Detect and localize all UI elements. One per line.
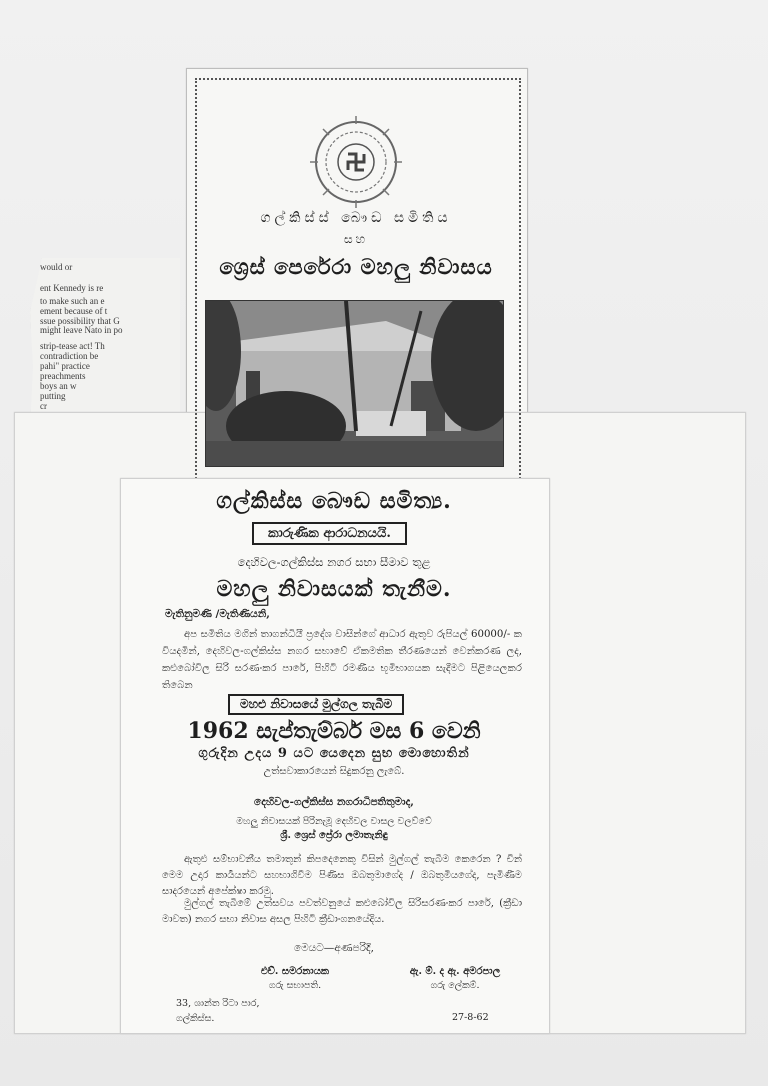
clipping-line: boys an w: [40, 381, 77, 391]
salutation: මැතිනුමණි /මැතිණියනි,: [165, 608, 270, 620]
project-heading: මහලු නිවාසයක් තැනීම.: [216, 576, 452, 602]
clipping-line: would or: [40, 262, 73, 272]
event-note: උත්සවාකාරයෙන් සිදුකරනු ලැබේ.: [263, 766, 405, 777]
address: 33, ශාන්ත රිටා පාර, ගල්කිස්ස.: [176, 998, 260, 1024]
dharma-wheel-emblem-icon: [306, 112, 406, 212]
clipping-line: ssue possibility that G: [40, 316, 120, 326]
clipping-line: cr: [40, 401, 47, 411]
elders-home-title: ශ්‍රෙස් පෙරේරා මහලු නිවාසය: [219, 254, 493, 279]
sign-off: මෙයට—අණපරිදි,: [293, 942, 374, 954]
clipping-line: contradiction be: [40, 351, 99, 361]
clipping-line: to make such an e: [40, 296, 105, 306]
president-name: එච්. සමරනායක: [260, 966, 330, 977]
building-photo: [205, 300, 504, 467]
event-time: ගුරුදින උදය 9 යට යෙදෙන සුභ මොහොතින්: [198, 746, 470, 761]
venue-paragraph: මුල්ගල් තැබීමේ උත්සවය පවත්වනුයේ කළුබෝවිල සිරිසරණංකර පාරේ, (ක්‍රීඩා මාවත) නගර සභා නිවාස අසල පිහිටි ක්‍රීඩාංගනයේදිය.: [162, 898, 522, 925]
clipping-line: strip-tease act! Th: [40, 341, 105, 351]
society-title: ගල්කිස්ස බෞඩ සමිත්‍ය.: [216, 488, 452, 514]
president-title: ගරු සභාපති.: [268, 980, 322, 991]
clipping-line: ement because of t: [40, 306, 108, 316]
clipping-line: might leave Nato in po: [40, 325, 123, 335]
clipping-line: preachments: [40, 371, 86, 381]
society-name-top: ගල්කිස්ස් බෞඩ සමිතිය: [260, 210, 452, 226]
event-date: 1962 සැප්තැම්බර් මස 6 වෙනි: [187, 718, 481, 744]
clipping-line: ent Kennedy is re: [40, 283, 104, 293]
invitation-paragraph: ඇතුළු සම්භාවනීය තමාතුන් කිපදෙනෙකු විසින් මුල්ගල් තැබීම කෙරෙන ? චීන් මෙම උදාර කාර්‍යයන්ට සහභාගිවීම පිණිස ඔබතුමාගේද / ඔබතුමියගේද, පැමිණීම සාදරයෙන් අපේක්ෂා කරමු.: [162, 854, 522, 897]
mayor-line: දෙහිවල-ගල්කිස්ස නගරාධිපතිතුමාද,: [254, 796, 414, 808]
clipping-line: pahi" practice: [40, 361, 90, 371]
location-subtitle: දෙහිවල-ගල්කිස්ස නගර සභා සීමාව තුළ: [237, 555, 431, 569]
clipping-line: putting: [40, 391, 66, 401]
guest-line-2: ශ්‍රී. ශ්‍රෙස් ප්‍රේරා ලමාතැනිඳු: [280, 830, 388, 841]
secretary-title: ගරු ලේකම්.: [430, 980, 480, 991]
invitation-heading: කාරුණික ආරාධනයයි.: [252, 522, 407, 545]
document-date: 27-8-62: [452, 1012, 489, 1023]
intro-paragraph: අප සමිතිය මගින් තාගන්ධියී ප්‍රදේශ වාසීන්ගේ ආධාර ඇතුව රුපියල් 60000/- ක වියදමින්, දෙහිවල-ගල්කිස්ස නගර සභාවේ ඒකමතික තීරණයෙන් වෙන්කරණ ලද, කළුබෝවිල සිරි සරණංකර පාරේ, පිහිටි රමණීය භූමිභාගයක සැදීමට පිළියෙලකර තිබෙන: [162, 629, 522, 691]
secretary-name: ඇ. ම්. ද ඇ. අමරපාල: [409, 966, 501, 977]
and-conjunction: සහ: [343, 232, 369, 246]
foundation-heading: මහළු නිවාසයේ මුල්ගල තැබීම: [228, 694, 404, 715]
guest-line-1: මහලු නිවාසයක් පිරිනැමූ දෙහිවල වාසල වලව්වේ: [236, 816, 432, 827]
